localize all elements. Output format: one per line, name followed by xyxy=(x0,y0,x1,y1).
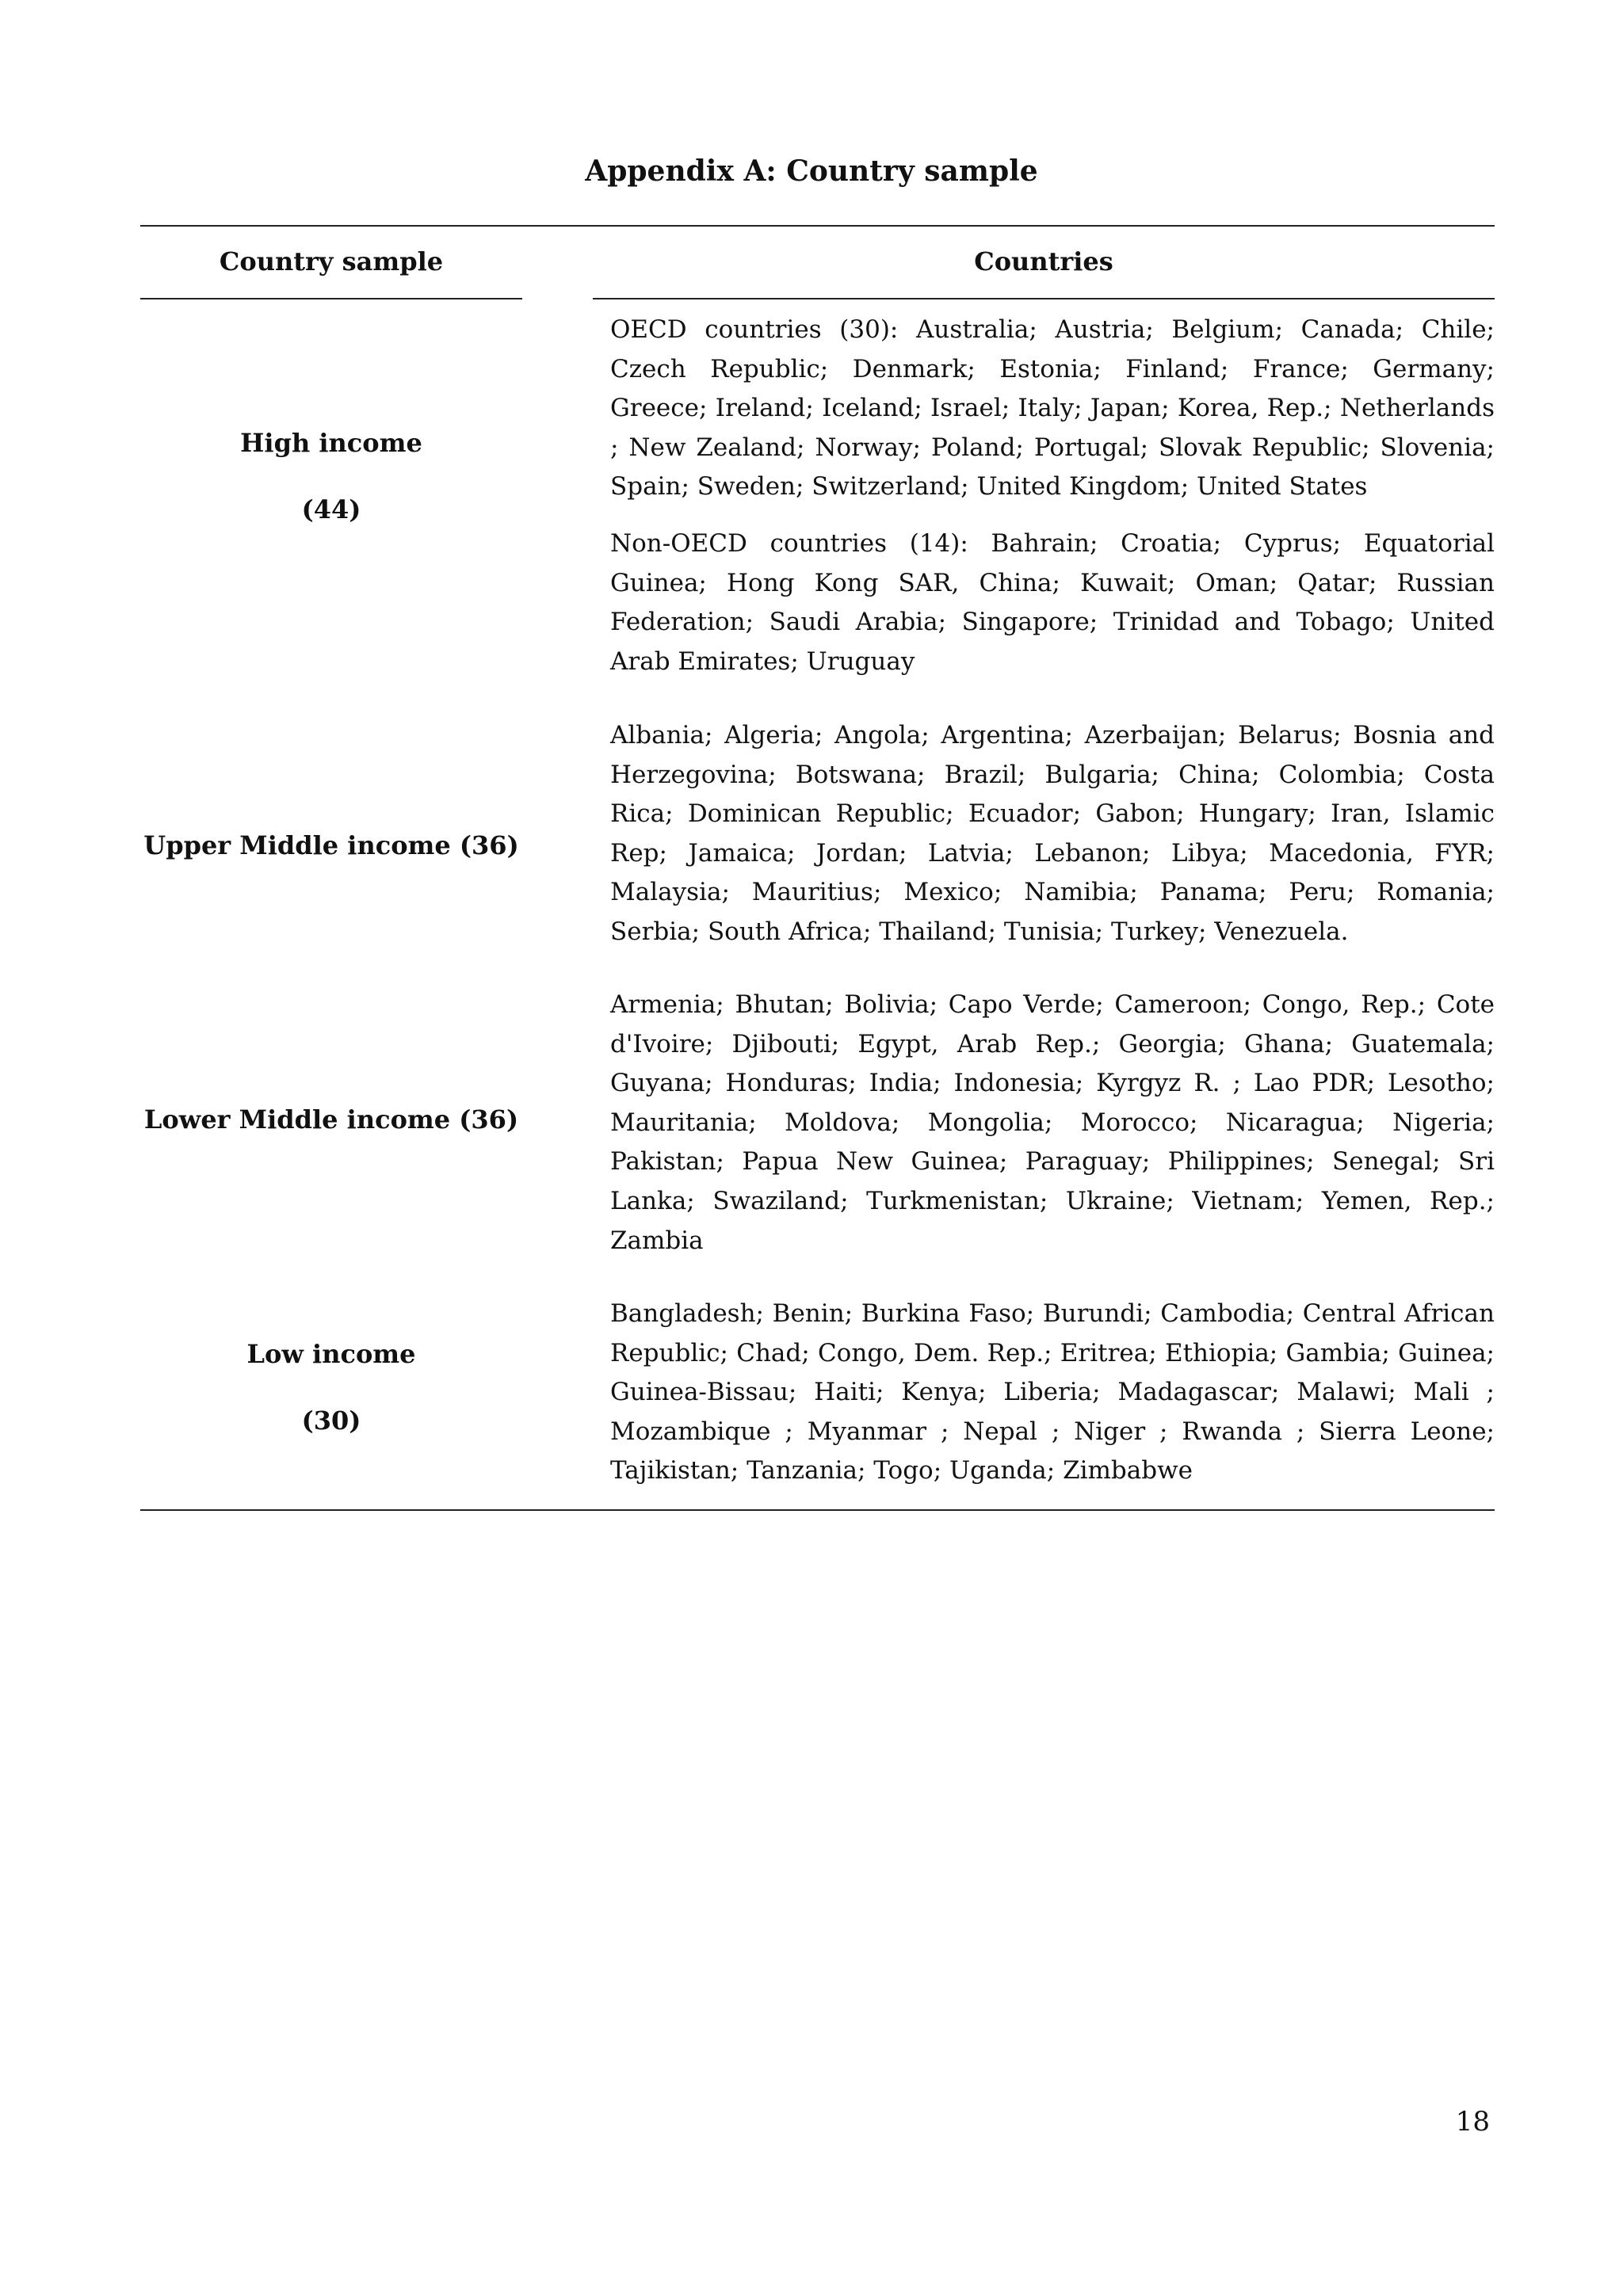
row-label-lower-middle-income xyxy=(140,1103,522,1136)
page-number: 18 xyxy=(1455,2106,1490,2138)
countries-low-income: Bangladesh; Benin; Burkina Faso; Burundi; Cambodia; Central African Republic; Chad; Congo, Dem. Rep.; Eritrea; Ethiopia; Gambia; Guinea; Guinea-Bissau; Haiti; Kenya; Liberia; Madagascar; Malawi; Mali ; Mozambique ; Myanmar ; Nepal ; Niger ; Rwanda ; Sierra Leone; Tajikistan; Tanzania; Togo; Uganda; Zimbabwe xyxy=(610,1299,1495,1486)
column-header-countries: Countries xyxy=(974,246,1113,277)
row-label-upper-middle-income xyxy=(140,829,522,862)
table-row-upper-middle-income xyxy=(140,716,1495,962)
row-label-high-income xyxy=(140,426,522,526)
column-header-country-sample: Country sample xyxy=(219,246,444,277)
income-group-name: High income xyxy=(240,428,422,458)
page-title: Appendix A: Country sample xyxy=(585,154,1038,188)
row-label-low-income xyxy=(140,1337,522,1437)
income-group-count: (30) xyxy=(301,1405,361,1436)
header-rule-left xyxy=(140,298,522,299)
table-row-high-income xyxy=(140,311,1495,683)
countries-non-oecd: Non-OECD countries (14): Bahrain; Croatia; Cyprus; Equatorial Guinea; Hong Kong SAR, China; Kuwait; Oman; Qatar; Russian Federation; Saudi Arabia; Singapore; Trinidad and Tobago; United Arab Emirates; Uruguay xyxy=(610,529,1495,676)
income-group-name: Low income xyxy=(246,1339,416,1369)
income-group-name: Lower Middle income (36) xyxy=(143,1104,519,1135)
table-row-low-income xyxy=(140,1295,1495,1501)
income-group-name: Upper Middle income (36) xyxy=(143,830,519,860)
table-bottom-rule xyxy=(140,1509,1495,1511)
countries-lower-middle-income: Armenia; Bhutan; Bolivia; Capo Verde; Cameroon; Congo, Rep.; Cote d'Ivoire; Djibouti; Egypt, Arab Rep.; Georgia; Ghana; Guatemala; Guyana; Honduras; India; Indonesia; Kyrgyz R. ; Lao PDR; Lesotho; Mauritania; Moldova; Mongolia; Morocco; Nicaragua; Nigeria; Pakistan; Papua New Guinea; Paraguay; Philippines; Senegal; Sri Lanka; Swaziland; Turkmenistan; Ukraine; Vietnam; Yemen, Rep.; Zambia xyxy=(610,990,1495,1255)
income-group-count: (44) xyxy=(301,494,361,524)
countries-upper-middle-income: Albania; Algeria; Angola; Argentina; Azerbaijan; Belarus; Bosnia and Herzegovina; Botswana; Brazil; Bulgaria; China; Colombia; Costa Rica; Dominican Republic; Ecuador; Gabon; Hungary; Iran, Islamic Rep; Jamaica; Jordan; Latvia; Lebanon; Libya; Macedonia, FYR; Malaysia; Mauritius; Mexico; Namibia; Panama; Peru; Romania; Serbia; South Africa; Thailand; Tunisia; Turkey; Venezuela. xyxy=(610,721,1495,946)
header-rule-right xyxy=(593,298,1495,299)
table-top-rule xyxy=(140,225,1495,227)
countries-oecd: OECD countries (30): Australia; Austria; Belgium; Canada; Chile; Czech Republic; Denmark; Estonia; Finland; France; Germany; Greece; Ireland; Iceland; Israel; Italy; Japan; Korea, Rep.; Netherlands ; New Zealand; Norway; Poland; Portugal; Slovak Republic; Slovenia; Spain; Sweden; Switzerland; United Kingdom; United States xyxy=(610,315,1495,502)
table-row-lower-middle-income xyxy=(140,986,1495,1279)
